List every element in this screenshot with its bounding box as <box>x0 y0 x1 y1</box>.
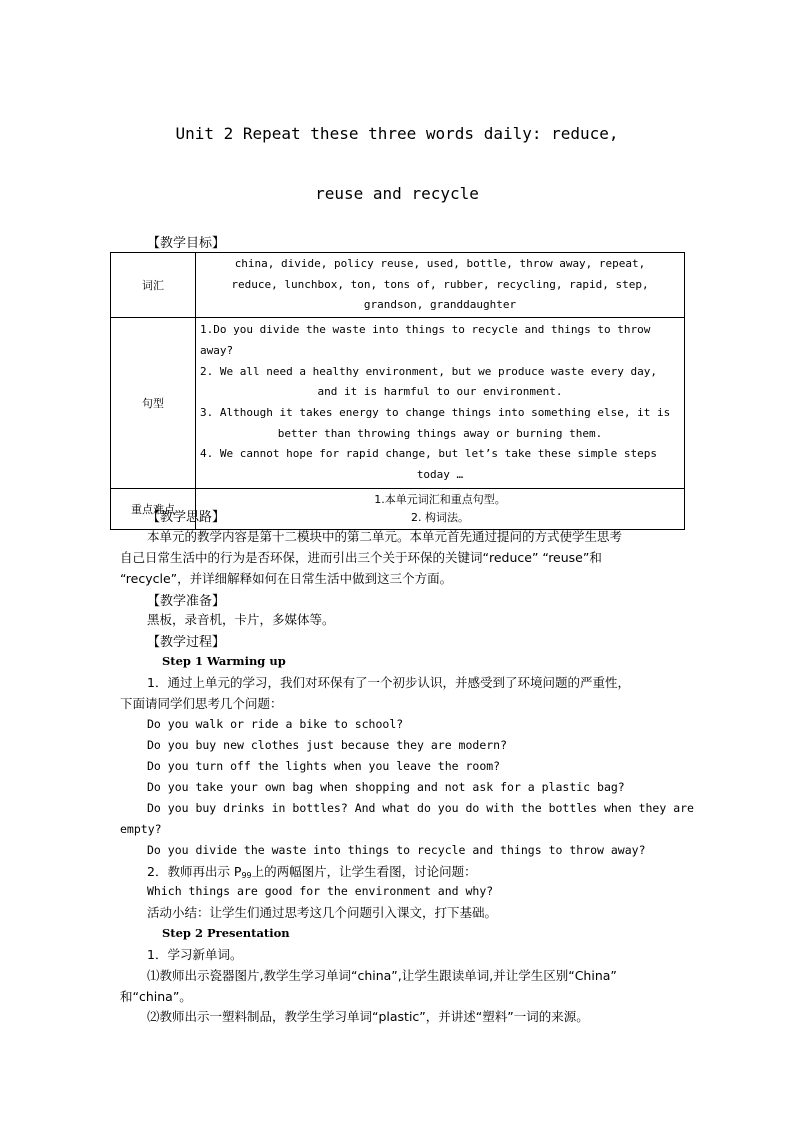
step2-paragraph-line: ⑵教师出示一塑料制品，教学生学习单词“plastic”，并讲述“塑料”一词的来源。 <box>147 1009 589 1024</box>
key-line: 1.本单元词汇和重点句型。 <box>374 492 506 506</box>
thinking-paragraph-line: “recycle”，并详细解释如何在日常生活中做到这三个方面。 <box>120 571 453 586</box>
key-label: 重点难点 <box>111 488 196 529</box>
question-line: Do you turn off the lights when you leave the room? <box>147 759 501 773</box>
preparation-text: 黑板，录音机，卡片，多媒体等。 <box>147 612 335 627</box>
thinking-heading: 【教学思路】 <box>147 510 226 525</box>
question-line: Which things are good for the environment and why? <box>147 884 494 898</box>
activity-summary: 活动小结：让学生们通过思考这几个问题引入课文，打下基础。 <box>147 905 498 920</box>
objectives-table <box>110 252 685 530</box>
step-1-heading: Step 1 Warming up <box>162 654 286 668</box>
sentence-label: 句型 <box>111 318 196 489</box>
thinking-paragraph-line: 自己日常生活中的行为是否环保，进而引出三个关于环保的关键词“reduce” “reuse”和 <box>120 550 602 565</box>
step2-paragraph-line: ⑴教师出示瓷器图片,教学生学习单词“china”,让学生跟读单词,并让学生区别“China” <box>147 968 617 983</box>
sentence-row <box>111 318 685 489</box>
vocab-label: 词汇 <box>111 253 196 318</box>
sentence-line: 3. Although it takes energy to change things into something else, it is <box>200 405 671 419</box>
sentence-line: and it is harmful to our environment. <box>317 385 563 399</box>
question-line: Do you divide the waste into things to recycle and things to throw away? <box>147 843 646 857</box>
step2-paragraph-line: 1．学习新单词。 <box>147 947 243 962</box>
title-line-2: reuse and recycle <box>315 184 479 203</box>
vocab-row <box>111 253 685 318</box>
question-line: Do you take your own bag when shopping and not ask for a plastic bag? <box>147 780 625 794</box>
objectives-heading: 【教学目标】 <box>147 236 226 251</box>
key-cell <box>196 488 685 529</box>
step1-p2-post: 上的两幅图片，让学生看图，讨论问题： <box>251 864 477 879</box>
thinking-paragraph-line: 本单元的教学内容是第十二模块中的第二单元。本单元首先通过提问的方式使学生思考 <box>147 529 623 544</box>
key-line: 2. 构词法。 <box>411 510 469 524</box>
preparation-heading: 【教学准备】 <box>147 594 226 609</box>
sentence-line: better than throwing things away or burning them. <box>277 426 603 440</box>
question-line: Do you walk or ride a bike to school? <box>147 717 404 731</box>
question-line: Do you buy new clothes just because they are modern? <box>147 738 508 752</box>
step-2-heading: Step 2 Presentation <box>162 926 290 940</box>
step1-paragraph-line: 下面请同学们思考几个问题： <box>120 696 283 711</box>
sentence-line: today … <box>416 468 464 482</box>
title-line-1: Unit 2 Repeat these three words daily: reduce, <box>175 124 619 143</box>
page-subscript: 99 <box>241 871 252 880</box>
question-line: Do you buy drinks in bottles? And what do you do with the bottles when they are <box>147 801 694 815</box>
step2-paragraph-line: 和“china”。 <box>120 989 192 1004</box>
vocab-cell <box>196 253 685 318</box>
sentence-line: 1.Do you divide the waste into things to recycle and things to throw away? <box>200 323 651 357</box>
process-heading: 【教学过程】 <box>147 635 226 650</box>
step1-paragraph-line: 1．通过上单元的学习，我们对环保有了一个初步认识，并感受到了环境问题的严重性， <box>147 675 630 690</box>
step1-p2-pre: 2．教师再出示 P <box>147 864 242 879</box>
question-line: empty? <box>120 822 162 836</box>
vocab-line: reduce, lunchbox, ton, tons of, rubber, recycling, rapid, step, <box>231 277 649 291</box>
sentence-cell <box>196 318 685 489</box>
sentence-line: 4. We cannot hope for rapid change, but let’s take these simple steps <box>200 447 657 461</box>
sentence-line: 2. We all need a healthy environment, but we produce waste every day, <box>200 364 657 378</box>
vocab-line: china, divide, policy reuse, used, bottle, throw away, repeat, <box>234 257 646 270</box>
vocab-line: grandson, granddaughter <box>363 298 517 312</box>
